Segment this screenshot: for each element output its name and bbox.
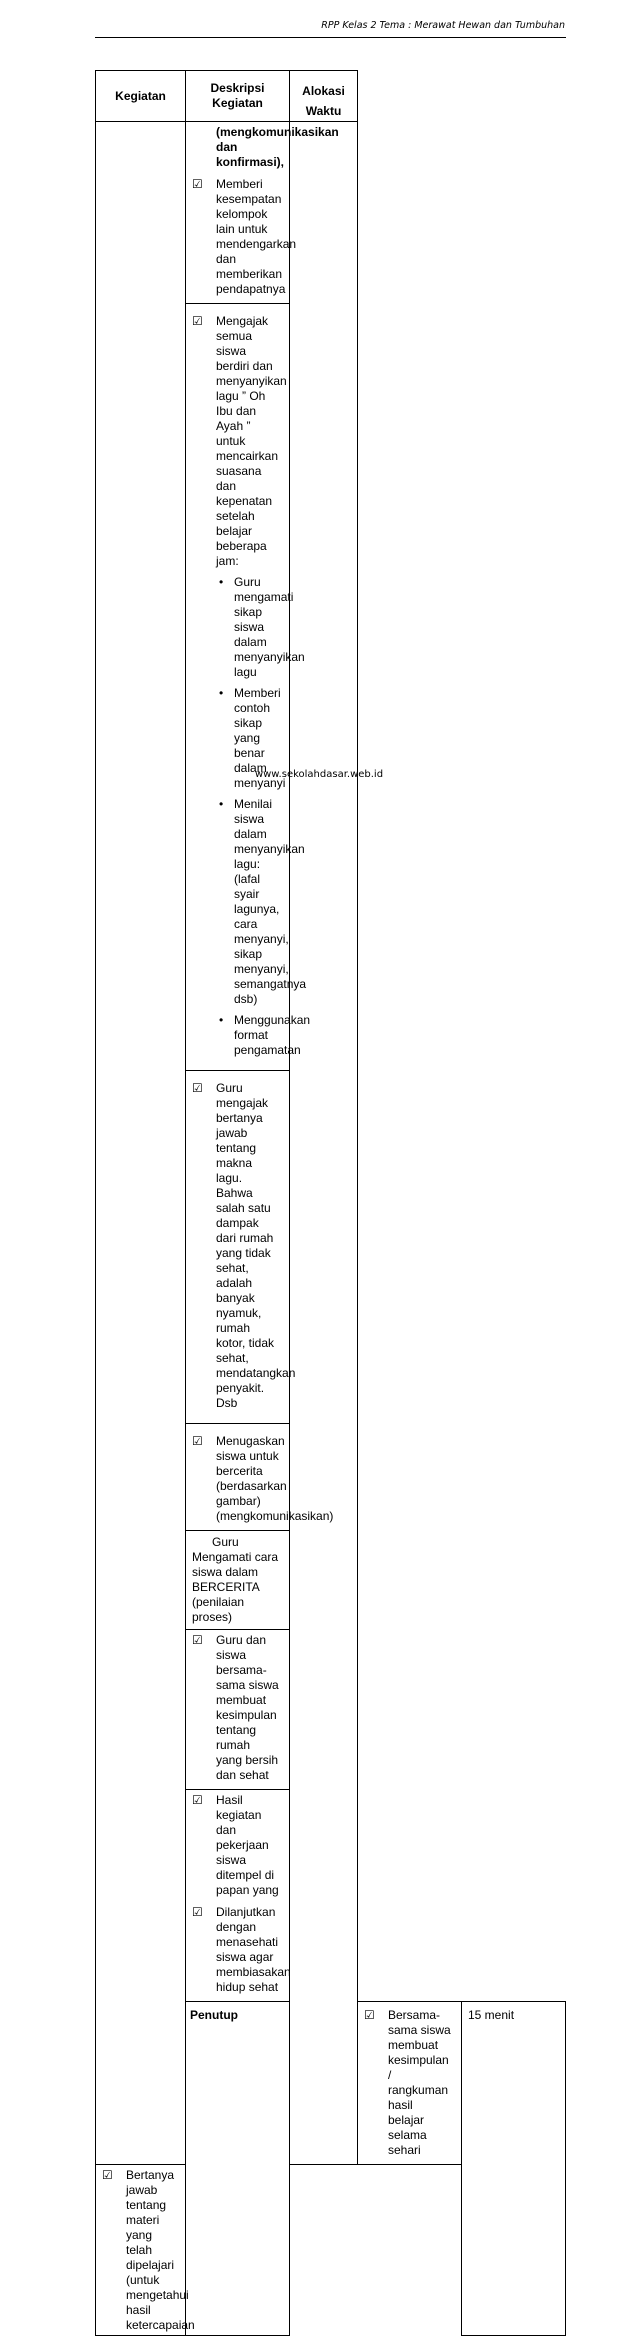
alokasi-cell-inti [290,122,358,2165]
col-header-alokasi-line1: Alokasi [302,84,345,98]
activity-table [95,70,566,2336]
checkbox-checked-icon: ☑ [192,1793,203,1807]
bullet-text: Guru mengamati sikap siswa dalam menyanyikan lagu [234,575,305,679]
kegiatan-cell-inti [96,122,186,2165]
checkbox-checked-icon: ☑ [192,314,203,328]
checkbox-checked-icon: ☑ [192,1081,203,1095]
table-header-row [96,71,566,122]
deskripsi-cell [358,2002,462,2165]
list-item [186,304,311,1070]
item-text: Memberi kesempatan kelompok lain untuk mendengarkan dan memberikan pendapatnya [216,177,297,296]
checkbox-checked-icon: ☑ [102,2168,113,2182]
checkbox-checked-icon: ☑ [364,2008,375,2022]
col-header-alokasi-line2: Waktu [305,104,342,118]
bullet-item [216,575,305,680]
checkbox-checked-icon: ☑ [192,177,203,191]
continued-text: (mengkomunikasikan dan konfirmasi), [216,125,339,169]
bullet-text: Menilai siswa dalam menyanyikan lagu: (lafal syair lagunya, cara menyanyi, sikap menyanyi, semangatnya dsb) [234,797,307,1006]
item-text: Bersama-sama siswa membuat kesimpulan / rangkuman hasil belajar selama sehari [388,2008,451,2157]
bullet-dot-icon: • [219,575,224,589]
item-text: Guru dan siswa bersama-sama siswa membuat kesimpulan tentang rumah yang bersih dan sehat [216,1633,279,1782]
deskripsi-cell [186,1790,290,2002]
bullet-dot-icon: • [219,1013,224,1027]
list-item [186,174,297,303]
list-item [358,2002,461,2164]
bullet-text: Menggunakan format pengamatan [234,1013,311,1057]
checkbox-checked-icon: ☑ [192,1633,203,1647]
deskripsi-cell [96,2165,195,2336]
checkbox-checked-icon: ☑ [192,1434,203,1448]
list-item [186,1790,289,1902]
bullet-item [216,797,307,1007]
bullet-item [216,1013,311,1058]
checkbox-checked-icon: ☑ [192,1905,203,1919]
col-header-alokasi [290,71,358,122]
item-text: Guru mengajak bertanya jawab tentang makna lagu. Bahwa salah satu dampak dari rumah yang tidak sehat, adalah banyak nyamuk, rumah kotor, tidak sehat, mendatangkan penyakit. Dsb [216,1081,296,1410]
col-header-deskripsi: Deskripsi Kegiatan [186,71,290,122]
kegiatan-label-penutup: Penutup [186,2002,290,2336]
running-header: RPP Kelas 2 Tema : Merawat Hewan dan Tumbuhan [321,20,565,31]
deskripsi-cell [186,122,339,304]
col-header-kegiatan: Kegiatan [96,71,186,122]
list-item [186,1902,289,2001]
deskripsi-cell [186,1531,290,1630]
bullet-list [216,575,311,1058]
deskripsi-cell [186,304,311,1071]
item-text: Bertanya jawab tentang materi yang telah dipelajari (untuk mengetahui hasil ketercapaian [126,2168,195,2332]
alokasi-penutup: 15 menit [462,2002,566,2336]
deskripsi-cell [186,1071,296,1424]
header-rule [95,37,566,38]
list-item [186,1424,334,1530]
bullet-text: Memberi contoh sikap yang benar dalam menyanyi [234,686,286,790]
bullet-dot-icon: • [219,797,224,811]
deskripsi-cell [186,1630,290,1790]
list-item [96,2165,195,2335]
item-text: Hasil kegiatan dan pekerjaan siswa ditempel di papan yang [216,1793,279,1897]
list-item [186,1071,296,1423]
table-row [96,122,566,304]
assessment-note: Guru Mengamati cara siswa dalam BERCERITA (penilaian proses) [192,1535,279,1624]
footer-url: www.sekolahdasar.web.id [254,769,384,780]
bullet-dot-icon: • [219,686,224,700]
list-item [186,1630,289,1789]
item-text: Menugaskan siswa untuk bercerita (berdasarkan gambar) (mengkomunikasikan) [216,1434,334,1523]
deskripsi-cell [186,1424,334,1531]
item-text: Mengajak semua siswa berdiri dan menyanyikan lagu ” Oh Ibu dan Ayah ” untuk mencairkan suasana dan kepenatan setelah belajar beberapa jam: [216,314,287,568]
item-text: Dilanjutkan dengan menasehati siswa agar membiasakan hidup sehat [216,1905,291,1994]
